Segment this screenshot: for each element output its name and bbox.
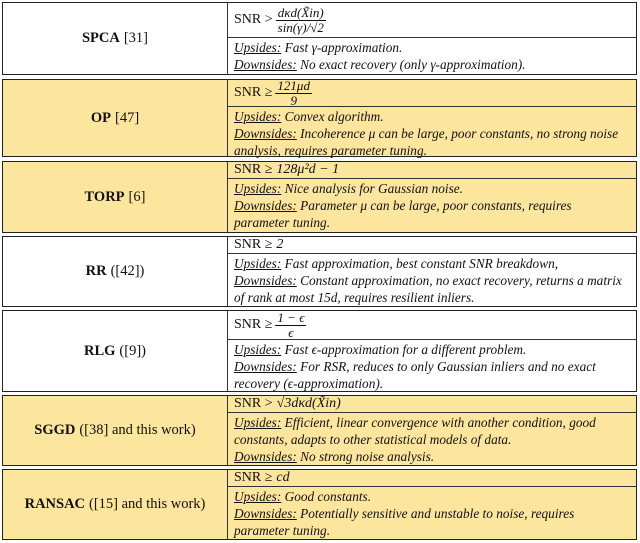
method-ref: ([38] and this work) (79, 422, 196, 438)
description: Upsides: Convex algorithm. Downsides: Incoherence μ can be large, poor constants, no strong noise analysis, requires parameter tuning. (234, 109, 619, 158)
method-cell (3, 311, 228, 391)
method-name: SGGD (34, 422, 76, 438)
method-name: RANSAC (24, 496, 86, 512)
method-name: SPCA (81, 30, 120, 46)
method-ref: ([9]) (119, 342, 146, 359)
snr-condition: SNR > $\frac{\text{dκd(X̃in)}}{\sin(\gamma)/√2}$ (228, 3, 636, 38)
snr-condition: SNR ≥ $\frac{121\mu d}{9}$ (228, 80, 636, 107)
row-rlg (2, 310, 637, 392)
method-cell (3, 470, 228, 539)
method-name: TORP (84, 188, 125, 205)
description: Upsides: Fast ϵ-approximation for a different problem. Downsides: For RSR, reduces to only Gaussian inliers and no exact recovery (ϵ-approximation). (234, 342, 596, 391)
method-name: RLG (84, 342, 116, 359)
snr-condition: SNR ≥ cd (228, 470, 636, 487)
method-cell (3, 80, 228, 156)
method-cell (3, 3, 228, 74)
row-ransac (2, 469, 637, 540)
method-ref: ([42]) (110, 263, 145, 279)
description: Upsides: Efficient, linear convergence with another condition, good constants, adapts to other statistical models of data. Downsides: No strong noise analysis. (234, 415, 596, 464)
snr-condition: SNR > √3dκd(X̃in) (228, 396, 636, 413)
description: Upsides: Nice analysis for Gaussian noise. Downsides: Parameter μ can be large, poor constants, requires parameter tuning. (234, 181, 572, 230)
method-name: RR (85, 263, 107, 279)
snr-condition: SNR ≥ $\frac{1 - \epsilon}{\epsilon}$ (228, 311, 636, 340)
description: Upsides: Good constants. Downsides: Potentially sensitive and unstable to noise, requires parameter tuning. (234, 489, 575, 538)
row-sggd (2, 395, 637, 466)
method-name: OP (90, 109, 111, 126)
row-torp (2, 161, 637, 233)
method-ref: ([15] and this work) (89, 496, 206, 512)
snr-condition: SNR ≥ 128μ²d − 1 (228, 162, 636, 179)
method-ref: [6] (128, 188, 146, 205)
snr-condition: SNR ≥ 2 (228, 237, 636, 254)
row-rr (2, 236, 637, 307)
method-ref: [31] (123, 30, 149, 46)
row-spca (2, 2, 637, 75)
method-cell (3, 162, 228, 232)
description: Upsides: Fast approximation, best constant SNR breakdown, Downsides: Constant approximation, no exact recovery, returns a matrix of rank at most 15d, requires resilient inliers. (234, 256, 622, 305)
method-ref: [47] (114, 109, 140, 126)
description: Upsides: Fast γ-approximation. Downsides: No exact recovery (only γ-approximation). (234, 40, 526, 72)
row-op (2, 79, 637, 157)
method-cell (3, 237, 228, 306)
method-cell (3, 396, 228, 465)
